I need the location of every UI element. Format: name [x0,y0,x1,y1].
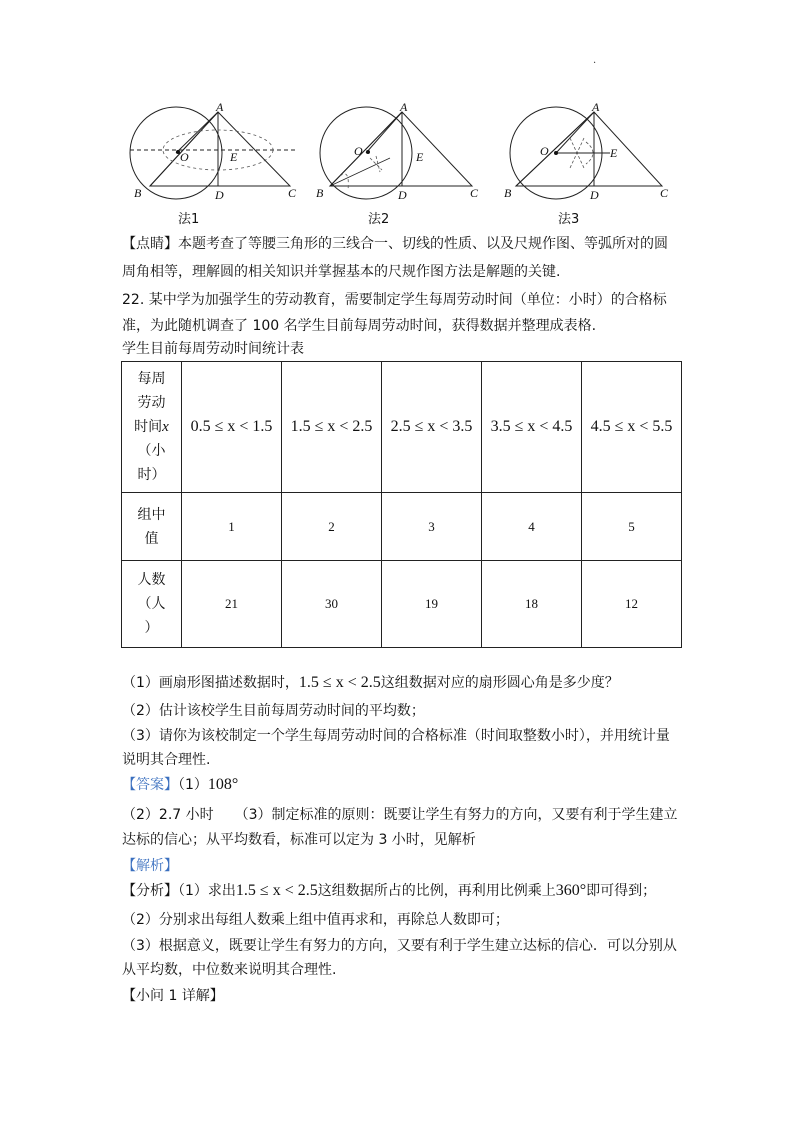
sub-question-1 [122,673,619,693]
table-row-count [122,561,682,648]
count-cell: 12 [582,561,682,648]
figure-1-label-b: B [134,186,142,200]
corner-mark: . [593,55,597,66]
figure-1-label-d: D [215,188,224,202]
row-header-midpoint [122,493,182,561]
figure-3-label-a: A [592,100,600,114]
analysis-line-1-prefix: 【分析】（1）求出 [122,883,236,899]
figure-1-label-e: E [230,150,238,164]
analysis-line-3: （3）根据意义，既要让学生有努力的方向，又要有利于学生建立达标的信心．可以分别从 [122,938,677,954]
comment-line-2: 周角相等，理解圆的相关知识并掌握基本的尺规作图方法是解题的关键. [122,264,561,280]
analysis-line-1-math: 1.5 ≤ x < 2.5 [235,882,318,899]
table-row-time [122,362,682,493]
figure-3-caption: 法3 [558,212,580,227]
figure-2-label-a: A [400,100,408,114]
range-cell: 4.5 ≤ x < 5.5 [582,362,682,493]
row-header-time-line: 时） [137,467,166,483]
row-header-count [122,561,182,648]
figure-1-label-a: A [216,100,224,114]
row-header-count-line: 人数 [137,572,166,588]
midpoint-cell: 5 [582,493,682,561]
analysis-line-1-suffix: 即可得到； [586,883,657,899]
row-header-mid-line: 值 [144,530,159,547]
analysis-line-1 [122,881,656,901]
table-caption: 学生目前每周劳动时间统计表 [122,341,304,357]
answer-tag: 【答案】 [122,777,178,793]
labor-time-table [121,361,682,648]
row-header-time-text: 时间 [134,419,163,435]
analysis-line-4: 从平均数，中位数来说明其合理性. [122,962,337,978]
figure-2-caption: 法2 [368,212,390,227]
row-header-mid-line: 组中 [137,506,166,523]
sub-question-3-line-1: （3）请你为该校制定一个学生每周劳动时间的合格标准（时间取整数小时），并用统计量 [122,728,670,744]
figure-2-label-e: E [416,150,424,164]
count-cell: 18 [482,561,582,648]
figure-3-label-e: E [610,146,618,160]
figure-1-label-o: O [180,150,189,164]
range-cell: 1.5 ≤ x < 2.5 [282,362,382,493]
figure-3-label-b: B [504,186,512,200]
row-header-time-line [122,415,181,439]
sub-question-1-prefix: （1）画扇形图描述数据时， [122,675,299,691]
figure-method-2 [310,98,490,228]
row-header-count-line: ） [144,620,159,636]
sub-question-3-line-2: 说明其合理性. [122,752,211,768]
answer-part1-value: 108° [207,776,239,793]
figure-3-label-c: C [660,186,669,200]
row-header-time-line: 每周 [137,371,166,387]
midpoint-cell: 2 [282,493,382,561]
sub-question-1-math: 1.5 ≤ x < 2.5 [298,674,381,691]
figure-3-label-d: D [590,188,599,202]
count-cell: 19 [382,561,482,648]
row-header-time-line: 劳动 [137,395,166,411]
answer-line-2: （2）2.7 小时 （3）制定标准的原则：既要让学生有努力的方向，又要有利于学生建立 [122,807,678,823]
figure-2-label-b: B [316,186,324,200]
answer-line-1 [122,775,238,795]
figure-2-label-o: O [354,144,363,158]
sub-question-2: （2）估计该校学生目前每周劳动时间的平均数； [122,703,425,719]
sub-question-1-suffix: 这组数据对应的扇形圆心角是多少度？ [380,675,619,691]
row-header-time-var: x [162,419,169,435]
figure-1-label-c: C [288,186,297,200]
midpoint-cell: 1 [182,493,282,561]
row-header-time-line: （小 [137,443,166,459]
figure-method-3 [500,98,680,228]
analysis-line-5: 【小问 1 详解】 [122,988,224,1004]
question-line-1: 22. 某中学为加强学生的劳动教育，需要制定学生每周劳动时间（单位：小时）的合格标 [122,292,667,308]
table-row-midpoint [122,493,682,561]
midpoint-cell: 4 [482,493,582,561]
count-cell: 30 [282,561,382,648]
analysis-line-1-degree: 360° [555,882,587,899]
row-header-count-line: （人 [137,596,166,612]
midpoint-cell: 3 [382,493,482,561]
analysis-line-1-middle: 这组数据所占的比例，再利用比例乘上 [317,883,556,899]
figure-1-caption: 法1 [178,212,200,227]
answer-line-3: 达标的信心；从平均数看，标准可以定为 3 小时，见解析 [122,832,476,848]
figure-2-label-d: D [398,188,407,202]
analysis-line-2: （2）分别求出每组人数乘上组中值再求和，再除总人数即可； [122,912,509,928]
question-line-2: 准，为此随机调查了 100 名学生目前每周劳动时间，获得数据并整理成表格. [122,318,597,334]
comment-line-1: 【点睛】本题考查了等腰三角形的三线合一、切线的性质、以及尺规作图、等弧所对的圆 [122,236,668,252]
geometry-figures [120,98,680,228]
range-cell: 3.5 ≤ x < 4.5 [482,362,582,493]
row-header-time [122,362,182,493]
figure-3-label-o: O [540,144,549,158]
figure-2-drawing [310,98,490,228]
answer-part1-prefix: （1） [178,777,208,793]
figure-2-label-c: C [470,186,479,200]
range-cell: 2.5 ≤ x < 3.5 [382,362,482,493]
analysis-tag: 【解析】 [122,858,178,874]
range-cell: 0.5 ≤ x < 1.5 [182,362,282,493]
figure-method-1 [120,98,300,228]
figure-1-drawing [120,98,300,228]
figure-3-drawing [500,98,680,228]
count-cell: 21 [182,561,282,648]
